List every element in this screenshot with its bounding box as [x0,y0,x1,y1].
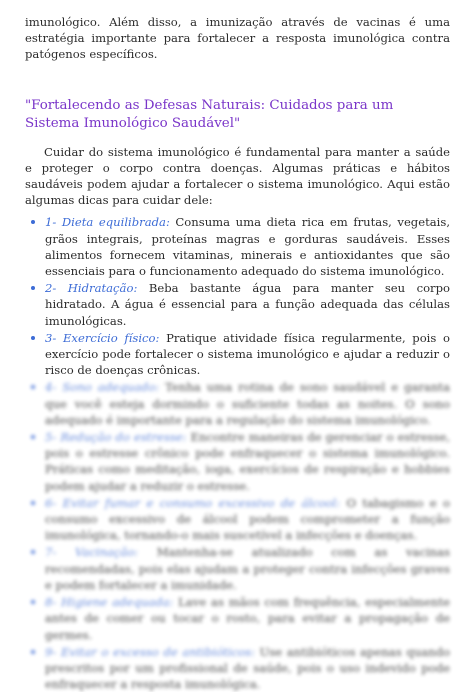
bullet-icon [31,385,35,389]
tip-title: 4- Sono adequado: [45,380,160,395]
bullet-icon [31,336,35,340]
list-item [45,214,450,279]
bullet-icon [31,220,35,224]
tip-title: 8- Higiene adequada: [45,595,174,610]
list-item [45,330,450,379]
tips-list [25,214,450,692]
list-item [45,429,450,494]
tip-text: Beba bastante água para manter seu corpo hidratado. A água é essencial para a função adequada das células imunológicas. [45,281,451,328]
tip-text: Lave as mãos com frequência, especialmente antes de comer ou tocar o rosto, para evitar a propagação de germes. [45,595,450,642]
tip-title: 6- Evitar fumar e consumo excessivo de álcool: [45,495,341,510]
bullet-icon [31,650,35,654]
tip-title: 3- Exercício físico: [45,330,160,345]
bullet-icon [31,550,35,554]
list-item [45,379,450,428]
tip-title: 2- Hidratação: [45,281,138,296]
bullet-icon [31,435,35,439]
section-heading: "Fortalecendo as Defesas Naturais: Cuidados para um Sistema Imunológico Saudável" [25,97,394,132]
list-item [45,544,450,593]
tip-text: Use antibióticos apenas quando prescritos por um profissional de saúde, pois o uso indevido pode enfraquecer a resposta imunológica. [45,644,450,692]
tip-text: Consuma uma dieta rica em frutas, vegetais, grãos integrais, proteínas magras e gorduras saudáveis. Esses alimentos fornecem vitaminas, minerais e antioxidantes que são essenciais para o funcionamento adequado do sistema imunológico. [45,215,451,279]
tip-text: O tabagismo e o consumo excessivo de álcool podem comprometer a função imunológica, tornando-o mais suscetível a infecções e doenças. [45,495,451,543]
tip-title: 7- Vacinação: [45,545,139,560]
list-item [45,280,450,329]
tip-text: Encontre maneiras de gerenciar o estresse, pois o estresse crônico pode enfraquecer o sistema imunológico. Práticas como meditação, ioga, exercícios de respiração e hobbies podem ajudar a reduzir o estresse. [45,430,451,493]
tip-title: 5- Redução do estresse: [45,430,187,445]
lead-paragraph: Cuidar do sistema imunológico é fundamental para manter a saúde e proteger o corpo contra doenças. Algumas práticas e hábitos saudáveis podem ajudar a fortalecer o sistema imunológico. Aqui estão algumas dicas para cuidar dele: [25,144,450,208]
tip-text: Mantenha-se atualizado com as vacinas recomendadas, pois elas ajudam a proteger contra infecções graves e podem fortalecer a imunidade. [45,545,450,592]
list-item [45,495,450,544]
tip-title: 1- Dieta equilibrada: [45,215,170,230]
tip-text: Pratique atividade física regularmente, pois o exercício pode fortalecer o sistema imunológico e ajudar a reduzir o risco de doenças crônicas. [45,330,450,378]
bullet-icon [31,600,35,604]
list-item [45,644,450,692]
list-item [45,594,450,643]
tip-text: Tenha uma rotina de sono saudável e garanta que você esteja dormindo o suficiente todas as noites. O sono adequado é importante para a regulação do sistema imunológico. [45,380,450,427]
bullet-icon [31,286,35,290]
bullet-icon [31,501,35,505]
intro-paragraph: imunológico. Além disso, a imunização através de vacinas é uma estratégia importante para fortalecer a resposta imunológica contra patógenos específicos. [25,15,450,62]
tip-title: 9- Evitar o excesso de antibióticos: [45,644,255,659]
